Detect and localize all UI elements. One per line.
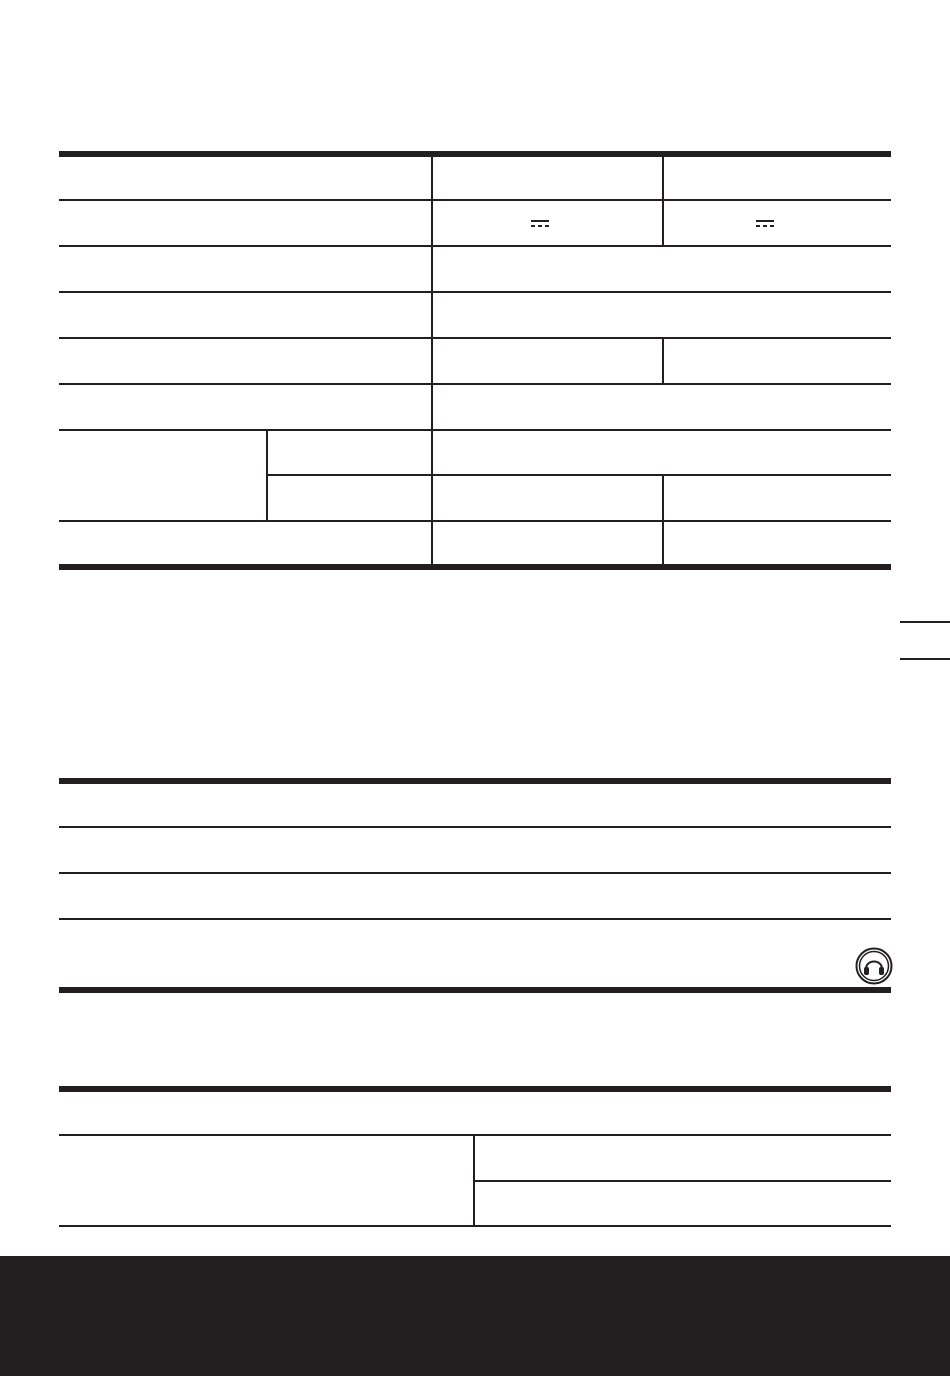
row-divider [59,383,891,385]
column-divider [473,1134,475,1226]
row-divider [267,474,891,476]
row-divider [59,1225,891,1227]
table-top-rule [59,778,891,784]
column-divider [431,337,433,383]
direct-current-icon [756,220,774,228]
row-divider [475,1180,891,1182]
row-divider [59,872,891,874]
row-divider [59,918,891,920]
row-divider [59,520,891,522]
table-bottom-rule [59,564,891,570]
column-divider [431,429,433,565]
direct-current-icon [531,220,549,228]
table-top-rule [59,1086,891,1092]
row-divider [59,1134,891,1136]
column-divider [662,157,664,245]
row-divider [59,429,891,431]
table-top-rule [59,151,891,157]
column-divider [431,157,433,245]
row-divider [59,826,891,828]
table-bottom-rule [59,987,891,993]
row-divider [59,199,891,201]
column-divider [662,474,664,565]
column-divider [266,429,268,520]
row-divider [59,245,891,247]
row-divider [59,337,891,339]
column-divider [431,245,433,337]
row-divider [59,291,891,293]
ear-protection-icon [855,947,893,985]
column-divider [431,383,433,429]
footer-bar [0,1256,950,1376]
column-divider [662,337,664,383]
